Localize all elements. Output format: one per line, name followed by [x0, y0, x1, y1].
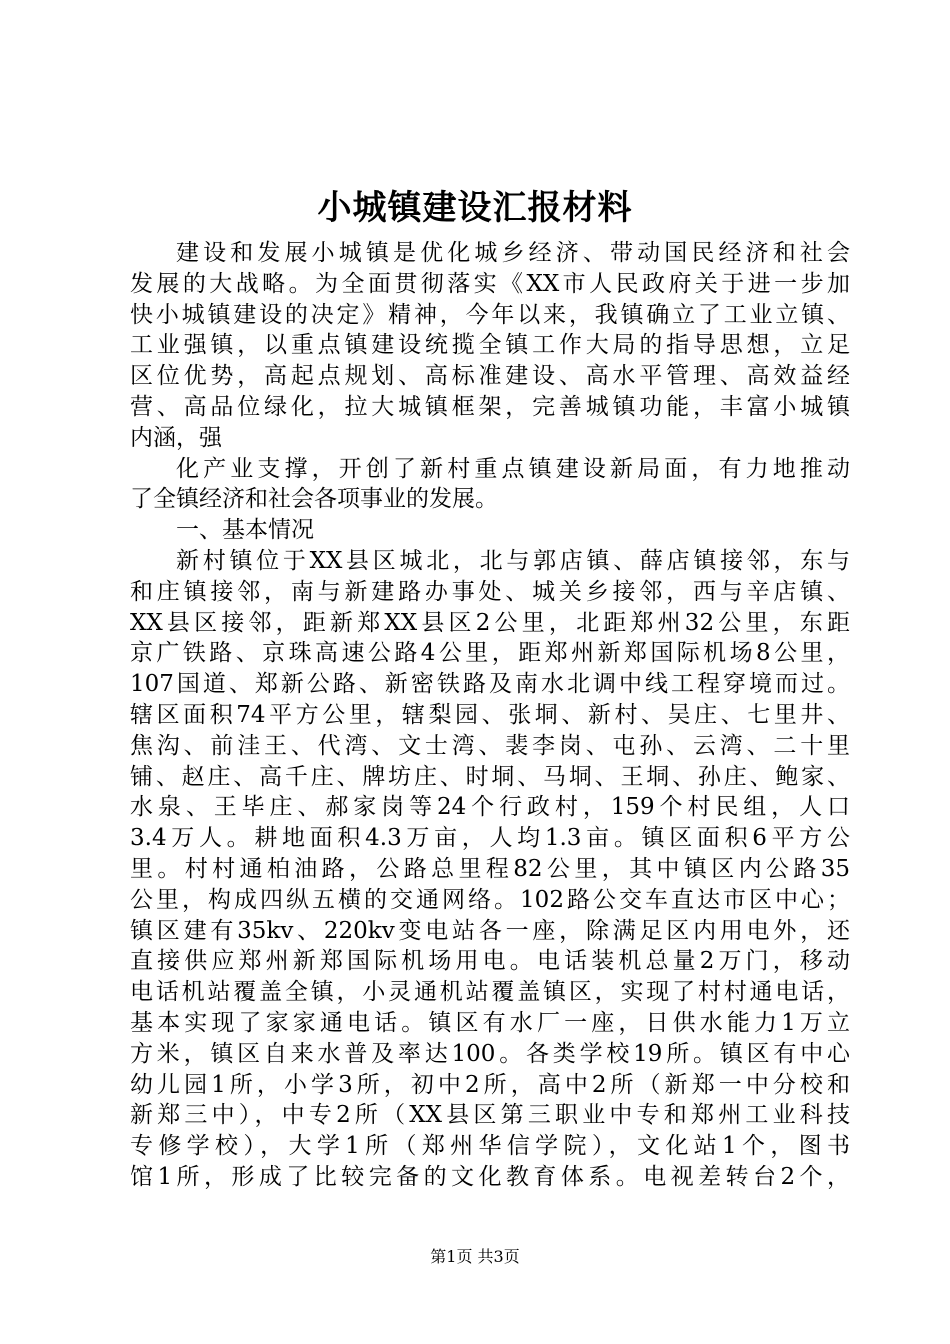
text-line: 建设和发展小城镇是优化城乡经济、带动国民经济和社会 — [176, 240, 850, 266]
text-line: XX县区接邻，距新郑XX县区2公里，北距郑州32公里，东距 — [130, 609, 850, 636]
text-line: 营、高品位绿化，拉大城镇框架，完善城镇功能，丰富小城镇 — [130, 393, 850, 420]
text-line: 京广铁路、京珠高速公路4公里，距郑州新郑国际机场8公里， — [130, 640, 850, 667]
text-line: 铺、赵庄、高千庄、牌坊庄、时垌、马垌、王垌、孙庄、鲍家、 — [130, 763, 850, 790]
text-line: 发展的大战略。为全面贯彻落实《XX市人民政府关于进一步加 — [130, 270, 850, 297]
text-line: 直接供应郑州新郑国际机场用电。电话装机总量2万门，移动 — [130, 948, 850, 975]
text-line: 幼儿园1所，小学3所，初中2所，高中2所（新郑一中分校和 — [130, 1071, 850, 1098]
text-line: 化产业支撑，开创了新村重点镇建设新局面，有力地推动 — [176, 455, 850, 482]
text-line: 方米，镇区自来水普及率达100。各类学校19所。镇区有中心 — [130, 1040, 850, 1067]
text-line: 新村镇位于XX县区城北，北与郭店镇、薛店镇接邻，东与 — [176, 547, 850, 574]
text-line: 工业强镇，以重点镇建设统揽全镇工作大局的指导思想，立足 — [130, 332, 850, 359]
text-line: 了全镇经济和社会各项事业的发展。 — [130, 486, 498, 513]
text-line: 内涵，强 — [130, 424, 222, 451]
text-line: 公里，构成四纵五横的交通网络。102路公交车直达市区中心； — [130, 886, 850, 913]
text-line: 3.4万人。耕地面积4.3万亩，人均1.3亩。镇区面积6平方公 — [130, 825, 850, 852]
text-line: 快小城镇建设的决定》精神，今年以来，我镇确立了工业立镇、 — [130, 301, 850, 328]
document-title: 小城镇建设汇报材料 — [317, 188, 633, 228]
text-line: 焦沟、前洼王、代湾、文士湾、裴李岗、屯孙、云湾、二十里 — [130, 732, 850, 759]
document-body — [130, 238, 850, 1193]
text-line: 镇区建有35kv、220kv变电站各一座，除满足区内用电外，还 — [130, 917, 850, 944]
text-line: 专修学校），大学1所（郑州华信学院），文化站1个，图书 — [130, 1133, 850, 1160]
text-line: 基本实现了家家通电话。镇区有水厂一座，日供水能力1万立 — [130, 1009, 850, 1036]
text-line: 辖区面积74平方公里，辖梨园、张垌、新村、吴庄、七里井、 — [130, 701, 850, 728]
text-line: 新郑三中），中专2所（XX县区第三职业中专和郑州工业科技 — [130, 1102, 850, 1129]
text-line: 107国道、郑新公路、新密铁路及南水北调中线工程穿境而过。 — [130, 671, 850, 698]
text-line: 区位优势，高起点规划、高标准建设、高水平管理、高效益经 — [130, 363, 850, 390]
text-line: 馆1所，形成了比较完备的文化教育体系。电视差转台2个， — [130, 1163, 850, 1190]
text-line: 水泉、王毕庄、郝家岗等24个行政村，159个村民组，人口 — [130, 794, 850, 821]
page-footer: 第1页 共3页 — [430, 1247, 520, 1266]
text-line: 和庄镇接邻，南与新建路办事处、城关乡接邻，西与辛店镇、 — [130, 578, 850, 605]
text-line: 电话机站覆盖全镇，小灵通机站覆盖镇区，实现了村村通电话， — [130, 979, 850, 1006]
text-line: 里。村村通柏油路，公路总里程82公里，其中镇区内公路35 — [130, 855, 850, 882]
section-heading: 一、基本情况 — [176, 517, 314, 544]
